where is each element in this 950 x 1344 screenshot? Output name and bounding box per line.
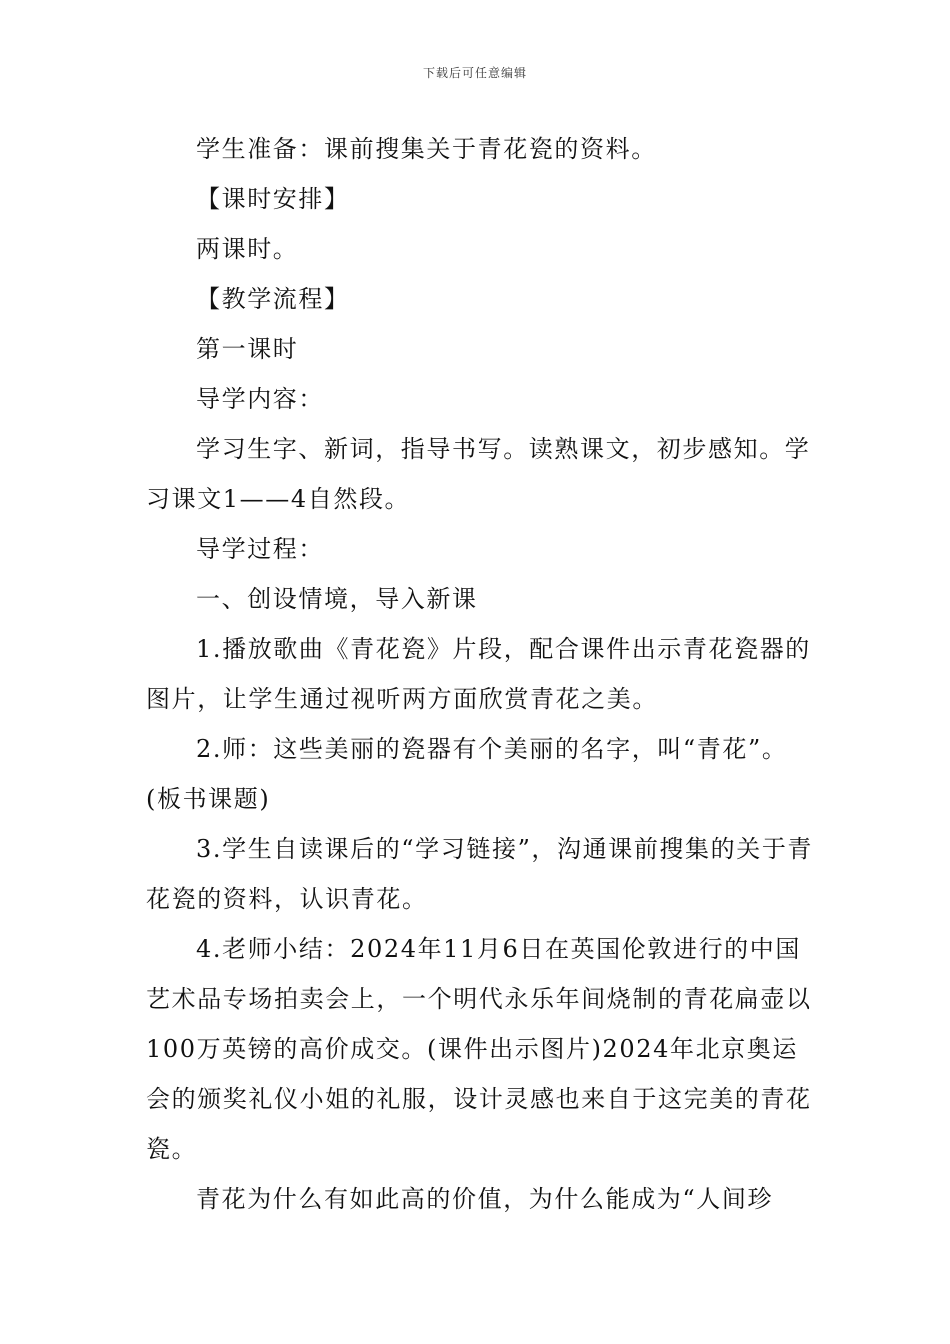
paragraph-step-2: 2.师：这些美丽的瓷器有个美丽的名字，叫“青花”。(板书课题) [146, 735, 788, 813]
paragraph-two-lessons: 两课时。 [196, 235, 299, 263]
paragraph-step-1: 1.播放歌曲《青花瓷》片段，配合课件出示青花瓷器的图片，让学生通过视听两方面欣赏青花之美。 [146, 635, 811, 713]
paragraph-section-one: 一、创设情境，导入新课 [196, 585, 478, 613]
paragraph-step-4: 4.老师小结：2024年11月6日在英国伦敦进行的中国艺术品专场拍卖会上，一个明代永乐年间烧制的青花扁壶以100万英镑的高价成交。(课件出示图片)2024年北京奥运会的颁奖礼仪小姐的礼服，设计灵感也来自于这完美的青花瓷。 [146, 935, 812, 1163]
paragraph-guide-content: 学习生字、新词，指导书写。读熟课文，初步感知。学习课文1——4自然段。 [146, 435, 811, 513]
document-body [146, 124, 814, 1224]
paragraph-guide-process-label: 导学过程： [196, 535, 324, 563]
paragraph-student-prep: 学生准备：课前搜集关于青花瓷的资料。 [196, 135, 657, 163]
heading-teaching-process: 【教学流程】 [196, 285, 350, 313]
paragraph-question: 青花为什么有如此高的价值，为什么能成为“人间珍 [196, 1185, 774, 1213]
paragraph-first-lesson: 第一课时 [196, 335, 299, 363]
heading-lesson-schedule: 【课时安排】 [196, 185, 350, 213]
paragraph-step-3: 3.学生自读课后的“学习链接”，沟通课前搜集的关于青花瓷的资料，认识青花。 [146, 835, 814, 913]
page-header: 下载后可任意编辑 [422, 66, 527, 80]
paragraph-guide-content-label: 导学内容： [196, 385, 324, 413]
